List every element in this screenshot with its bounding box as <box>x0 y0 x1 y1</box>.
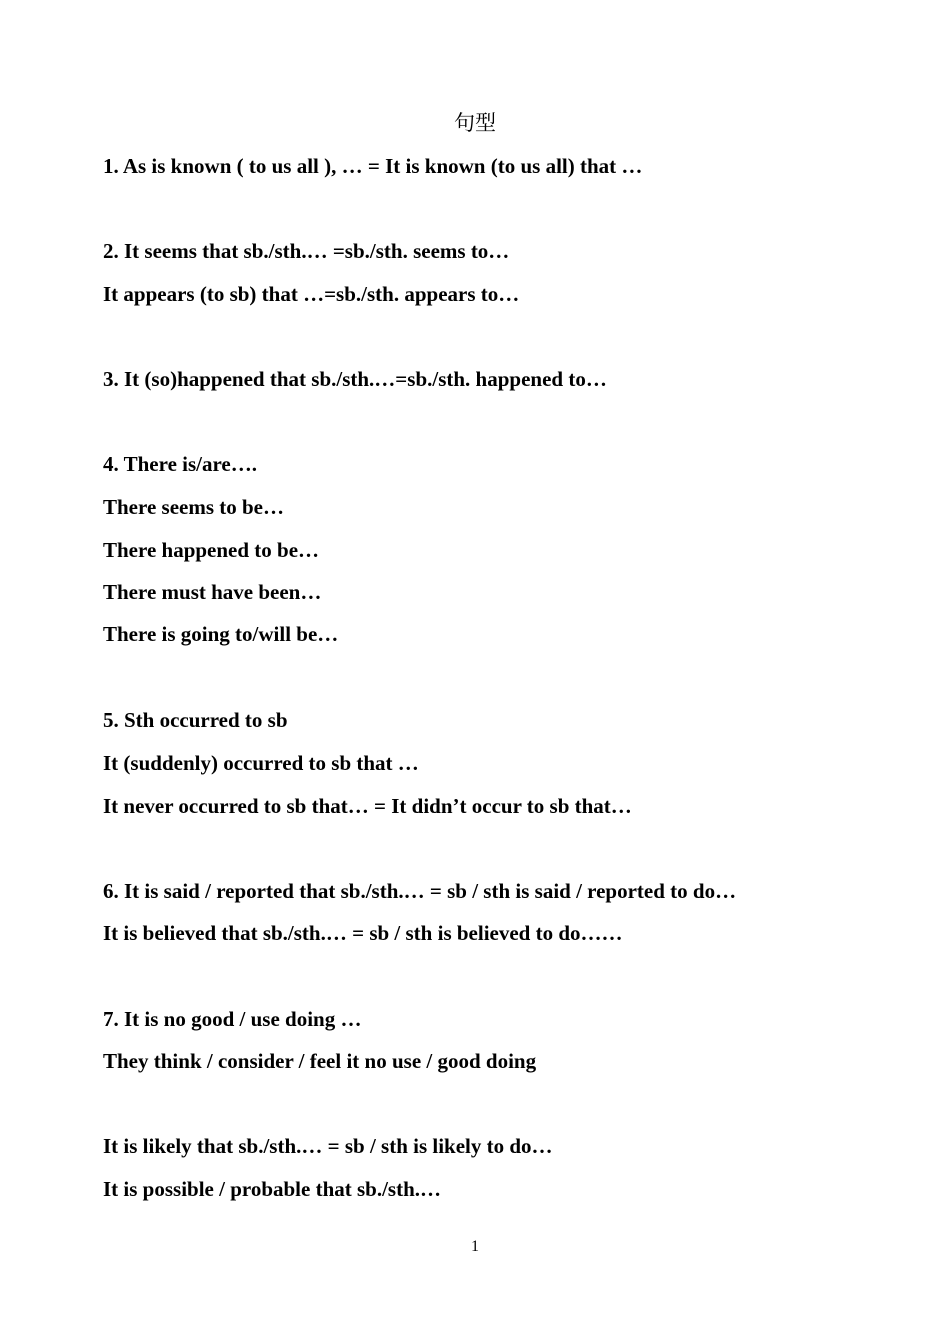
sentence-pattern-line: They think / consider / feel it no use / good doing <box>103 1049 537 1073</box>
sentence-pattern-line: There seems to be… <box>103 495 284 519</box>
sentence-pattern-line: 7. It is no good / use doing … <box>103 1007 362 1031</box>
sentence-pattern-line: There must have been… <box>103 580 322 604</box>
page-title: 句型 <box>454 111 496 135</box>
page-number: 1 <box>471 1238 479 1255</box>
sentence-pattern-line: 5. Sth occurred to sb <box>103 708 288 732</box>
sentence-pattern-line: There is going to/will be… <box>103 622 339 646</box>
sentence-pattern-line: It is believed that sb./sth.… = sb / sth is believed to do…… <box>103 921 623 945</box>
sentence-pattern-line: It is possible / probable that sb./sth.… <box>103 1177 442 1201</box>
sentence-pattern-line: 2. It seems that sb./sth.… =sb./sth. seems to… <box>103 239 510 263</box>
sentence-pattern-line: It appears (to sb) that …=sb./sth. appears to… <box>103 282 520 306</box>
sentence-pattern-line: It is likely that sb./sth.… = sb / sth is likely to do… <box>103 1134 553 1158</box>
sentence-pattern-line: It (suddenly) occurred to sb that … <box>103 751 419 775</box>
sentence-pattern-line: 3. It (so)happened that sb./sth.…=sb./sth. happened to… <box>103 367 607 391</box>
sentence-pattern-line: It never occurred to sb that… = It didn’t occur to sb that… <box>103 794 632 818</box>
sentence-pattern-line: 4. There is/are…. <box>103 452 257 476</box>
sentence-pattern-line: There happened to be… <box>103 538 320 562</box>
sentence-pattern-line: 1. As is known ( to us all ), … = It is known (to us all) that … <box>103 154 643 178</box>
sentence-pattern-line: 6. It is said / reported that sb./sth.… = sb / sth is said / reported to do… <box>103 879 737 903</box>
